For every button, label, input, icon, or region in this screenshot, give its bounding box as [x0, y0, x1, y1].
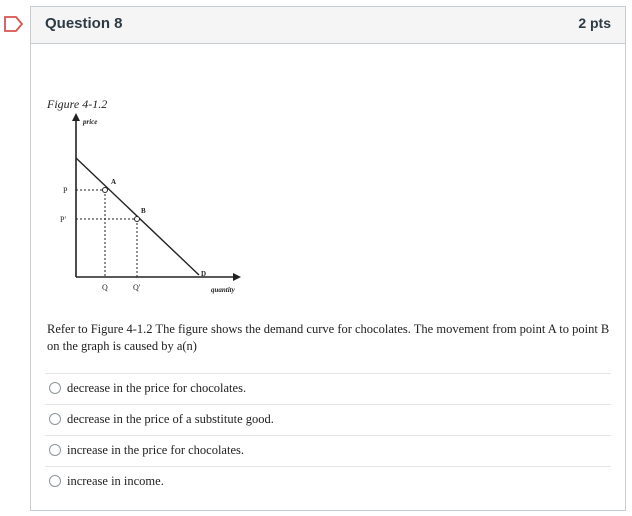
answer-option[interactable] — [45, 373, 611, 404]
y-axis-label: price — [83, 118, 98, 126]
x-axis-label: quantity — [211, 286, 235, 294]
answer-option[interactable] — [45, 404, 611, 435]
question-header — [31, 7, 625, 44]
quantity-label-q: Q — [102, 283, 108, 292]
bookmark-icon[interactable] — [3, 14, 25, 34]
point-b — [135, 217, 140, 222]
radio-button[interactable] — [49, 382, 61, 394]
x-axis-arrow — [233, 273, 241, 281]
answer-label: increase in the price for chocolates. — [67, 443, 244, 457]
answer-label: decrease in the price for chocolates. — [67, 381, 247, 395]
price-label-p-prime: P' — [60, 215, 66, 224]
point-a-label: A — [111, 178, 117, 186]
question-title: Question 8 — [45, 15, 123, 32]
question-points: 2 pts — [578, 15, 611, 31]
radio-button[interactable] — [49, 475, 61, 487]
figure-title: Figure 4-1.2 — [47, 97, 108, 111]
answer-option[interactable] — [45, 466, 611, 497]
question-card — [30, 6, 626, 511]
question-text: Refer to Figure 4-1.2 The figure shows the demand curve for chocolates. The movement from point A to point B on the graph is caused by a(n) — [47, 322, 610, 353]
radio-button[interactable] — [49, 413, 61, 425]
answer-label: increase in income. — [67, 474, 164, 488]
answer-label: decrease in the price of a substitute good. — [67, 412, 274, 426]
demand-graph — [49, 107, 259, 297]
point-b-label: B — [141, 207, 146, 215]
point-a — [103, 188, 108, 193]
quantity-label-q-prime: Q' — [133, 283, 141, 292]
answer-option[interactable] — [45, 435, 611, 466]
answer-list — [31, 373, 625, 497]
radio-button[interactable] — [49, 444, 61, 456]
y-axis-arrow — [72, 113, 80, 121]
curve-label-d: D — [201, 270, 207, 278]
price-label-p: P — [63, 186, 68, 195]
